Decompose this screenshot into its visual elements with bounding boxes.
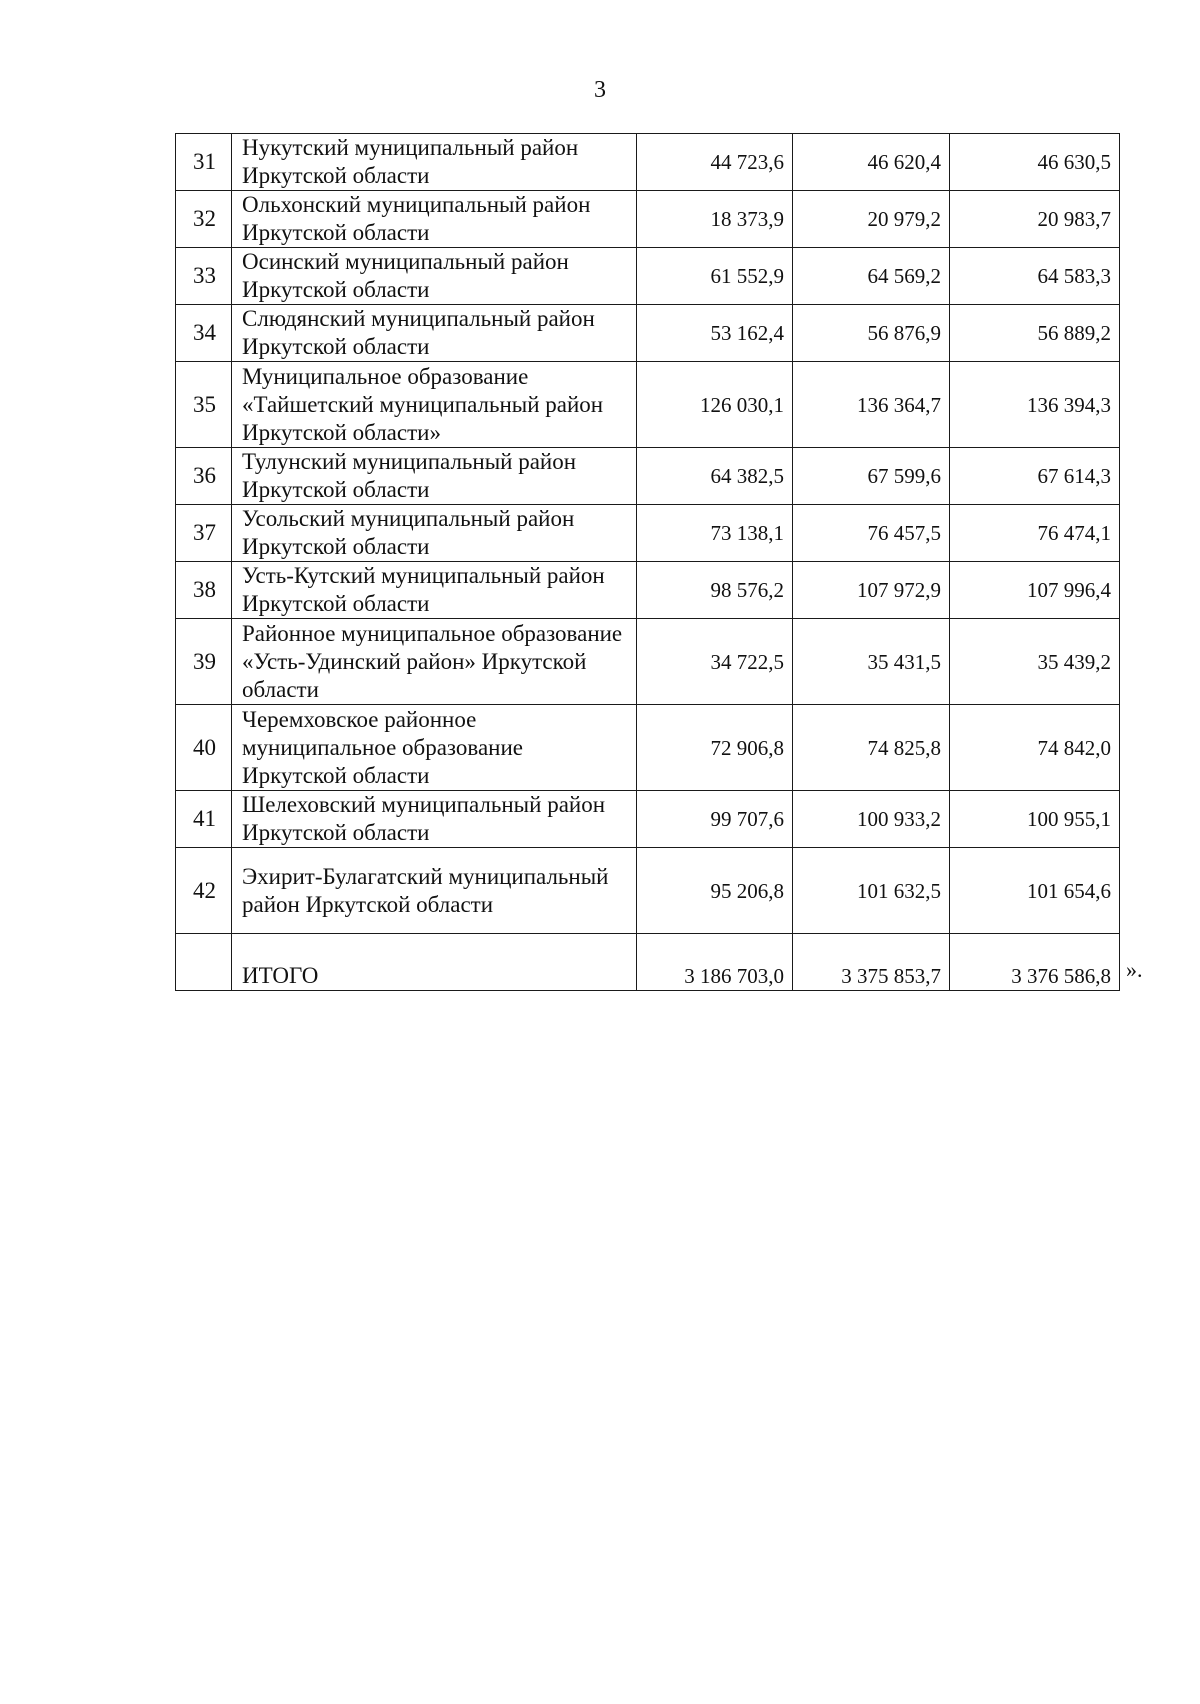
row-number: 41 [176, 791, 232, 848]
table-row [176, 248, 1120, 305]
value-col-3: 107 996,4 [950, 562, 1120, 619]
municipality-name: Усть-Кутский муниципальный район Иркутской области [232, 562, 637, 619]
row-number: 40 [176, 705, 232, 791]
row-number: 32 [176, 191, 232, 248]
value-col-1: 72 906,8 [637, 705, 793, 791]
row-number: 37 [176, 505, 232, 562]
total-value-col-1: 3 186 703,0 [637, 934, 793, 991]
row-number: 38 [176, 562, 232, 619]
value-col-1: 95 206,8 [637, 848, 793, 934]
value-col-2: 67 599,6 [793, 448, 950, 505]
value-col-3: 76 474,1 [950, 505, 1120, 562]
value-col-3: 20 983,7 [950, 191, 1120, 248]
municipality-name: Муниципальное образование «Тайшетский муниципальный район Иркутской области» [232, 362, 637, 448]
table-row [176, 134, 1120, 191]
municipality-name: Ольхонский муниципальный район Иркутской области [232, 191, 637, 248]
value-col-1: 44 723,6 [637, 134, 793, 191]
municipality-name: Нукутский муниципальный район Иркутской области [232, 134, 637, 191]
value-col-3: 101 654,6 [950, 848, 1120, 934]
municipality-name: Эхирит-Булагатский муниципальный район Иркутской области [232, 848, 637, 934]
value-col-3: 136 394,3 [950, 362, 1120, 448]
budget-table [175, 133, 1120, 991]
value-col-2: 46 620,4 [793, 134, 950, 191]
value-col-3: 67 614,3 [950, 448, 1120, 505]
value-col-1: 53 162,4 [637, 305, 793, 362]
table-row [176, 448, 1120, 505]
total-row [176, 934, 1120, 991]
page-number: 3 [594, 77, 606, 103]
value-col-1: 64 382,5 [637, 448, 793, 505]
closing-quote-mark: ». [1126, 957, 1143, 982]
table-row [176, 848, 1120, 934]
row-number: 35 [176, 362, 232, 448]
table-row [176, 505, 1120, 562]
municipality-name: Тулунский муниципальный район Иркутской области [232, 448, 637, 505]
value-col-2: 56 876,9 [793, 305, 950, 362]
table-row [176, 362, 1120, 448]
row-number-empty [176, 934, 232, 991]
value-col-2: 35 431,5 [793, 619, 950, 705]
table-row [176, 562, 1120, 619]
row-number: 36 [176, 448, 232, 505]
value-col-2: 64 569,2 [793, 248, 950, 305]
value-col-2: 100 933,2 [793, 791, 950, 848]
value-col-2: 74 825,8 [793, 705, 950, 791]
table-row [176, 619, 1120, 705]
row-number: 31 [176, 134, 232, 191]
value-col-2: 76 457,5 [793, 505, 950, 562]
row-number: 42 [176, 848, 232, 934]
value-col-3: 46 630,5 [950, 134, 1120, 191]
value-col-2: 107 972,9 [793, 562, 950, 619]
value-col-1: 98 576,2 [637, 562, 793, 619]
total-value-col-2: 3 375 853,7 [793, 934, 950, 991]
municipality-name: Районное муниципальное образование «Усть-Удинский район» Иркутской области [232, 619, 637, 705]
value-col-3: 35 439,2 [950, 619, 1120, 705]
total-label: ИТОГО [232, 934, 637, 991]
municipality-name: Осинский муниципальный район Иркутской области [232, 248, 637, 305]
table-row [176, 791, 1120, 848]
value-col-1: 61 552,9 [637, 248, 793, 305]
table-row [176, 705, 1120, 791]
value-col-3: 56 889,2 [950, 305, 1120, 362]
value-col-3: 100 955,1 [950, 791, 1120, 848]
row-number: 33 [176, 248, 232, 305]
municipality-name: Черемховское районное муниципальное образование Иркутской области [232, 705, 637, 791]
municipality-name: Усольский муниципальный район Иркутской области [232, 505, 637, 562]
row-number: 34 [176, 305, 232, 362]
municipality-name: Слюдянский муниципальный район Иркутской области [232, 305, 637, 362]
value-col-1: 126 030,1 [637, 362, 793, 448]
value-col-3: 64 583,3 [950, 248, 1120, 305]
value-col-1: 73 138,1 [637, 505, 793, 562]
value-col-2: 101 632,5 [793, 848, 950, 934]
row-number: 39 [176, 619, 232, 705]
table-row [176, 191, 1120, 248]
value-col-1: 99 707,6 [637, 791, 793, 848]
municipality-name: Шелеховский муниципальный район Иркутской области [232, 791, 637, 848]
value-col-2: 20 979,2 [793, 191, 950, 248]
table-row [176, 305, 1120, 362]
value-col-1: 18 373,9 [637, 191, 793, 248]
value-col-1: 34 722,5 [637, 619, 793, 705]
total-value-col-3: 3 376 586,8 [950, 934, 1120, 991]
value-col-3: 74 842,0 [950, 705, 1120, 791]
value-col-2: 136 364,7 [793, 362, 950, 448]
